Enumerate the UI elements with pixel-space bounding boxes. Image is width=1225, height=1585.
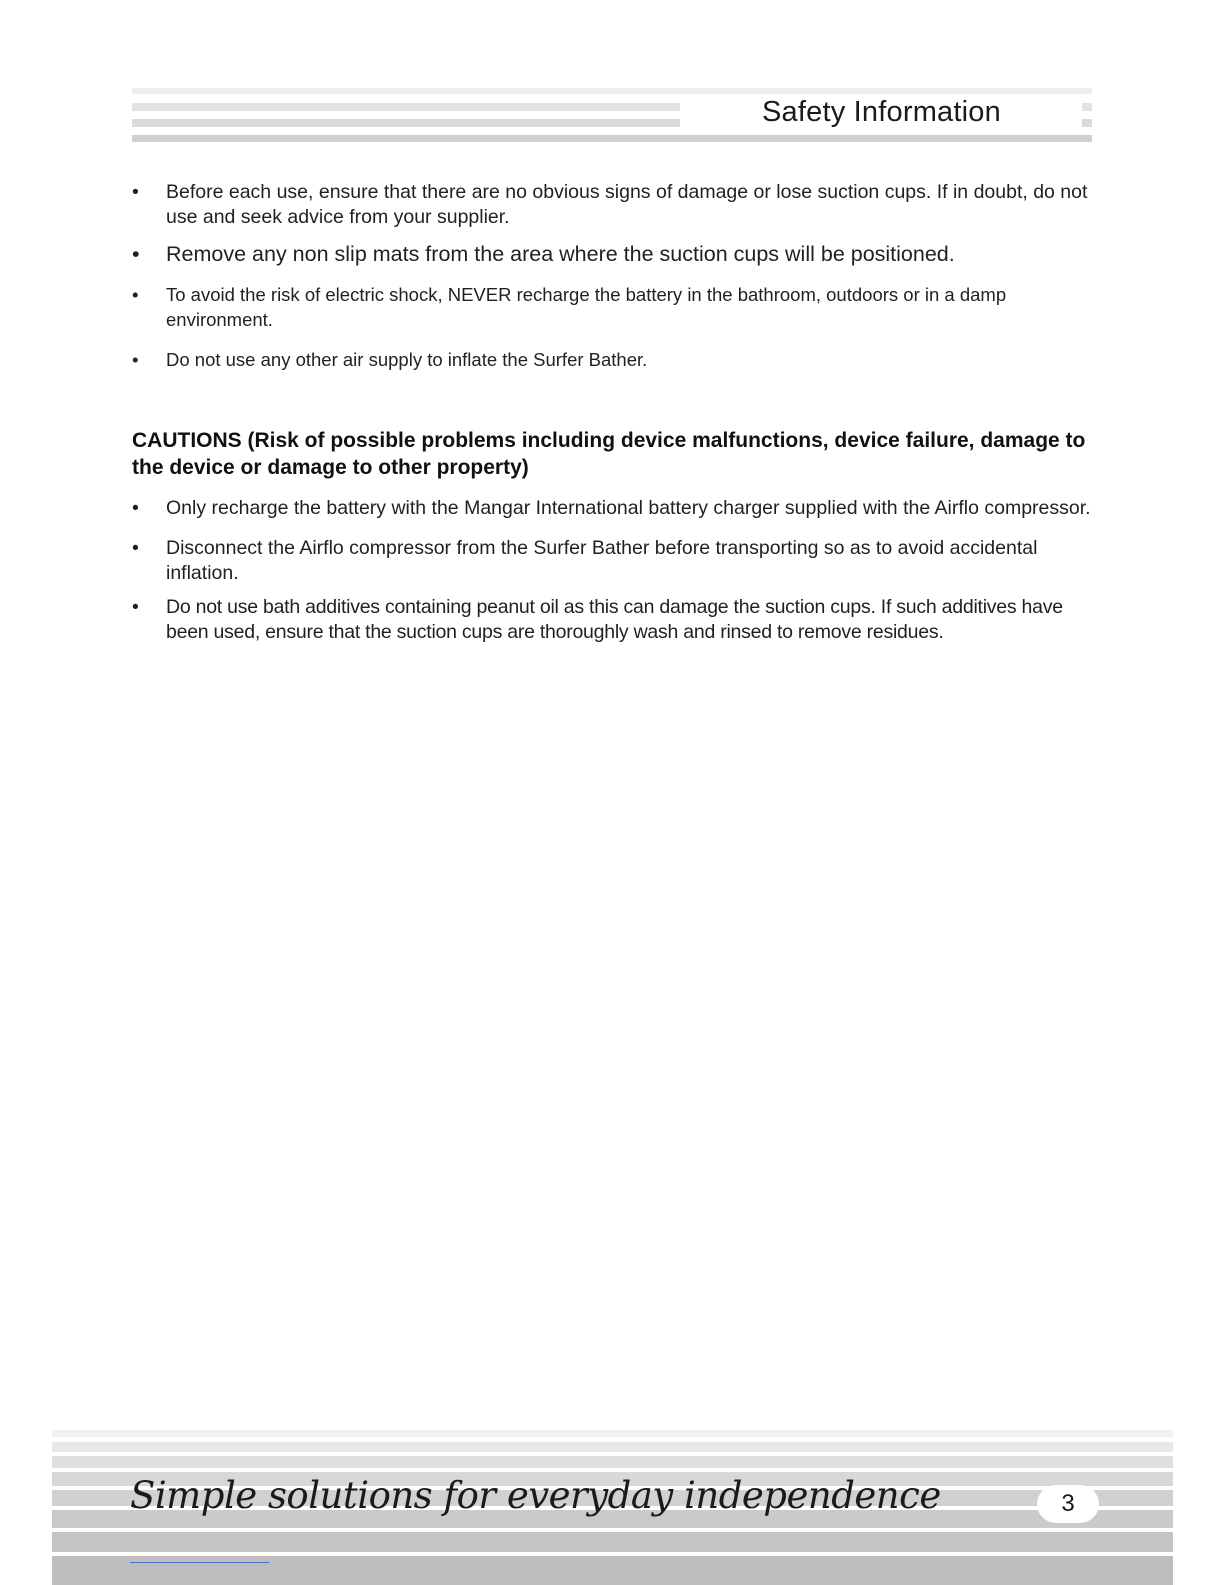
- header-stripe: [132, 103, 680, 111]
- bullet-icon: •: [132, 349, 139, 370]
- header-stripe: [132, 135, 1092, 142]
- caution-text: Disconnect the Airflo compressor from the Surfer Bather before transporting so as to avoid accidental inflation.: [166, 537, 1038, 584]
- caution-text: Only recharge the battery with the Mangar International battery charger supplied with the Airflo compressor.: [166, 497, 1091, 519]
- bullet-icon: •: [132, 181, 139, 203]
- warning-text: Remove any non slip mats from the area where the suction cups will be positioned.: [166, 242, 955, 266]
- warning-text: To avoid the risk of electric shock, NEVER recharge the battery in the bathroom, outdoors or in a damp environment.: [166, 284, 1007, 330]
- footer-stripe: [52, 1442, 1173, 1452]
- header-stripe: [1082, 119, 1092, 127]
- warning-item: [132, 180, 1097, 230]
- header-stripe: [132, 88, 1092, 94]
- warning-item: [132, 282, 1097, 332]
- footer-stripe: [52, 1456, 1173, 1468]
- page-number: 3: [1037, 1485, 1099, 1523]
- caution-item: [132, 595, 1097, 645]
- bullet-icon: •: [132, 596, 139, 618]
- bullet-icon: •: [132, 242, 140, 266]
- caution-item: [132, 496, 1097, 521]
- bullet-icon: •: [132, 284, 139, 305]
- warnings-list: [132, 180, 1097, 372]
- footer-tagline: Simple solutions for everyday independence: [130, 1474, 941, 1517]
- header-stripe: [132, 119, 680, 127]
- header-stripe: [1082, 103, 1092, 111]
- page-footer: [52, 1430, 1173, 1585]
- warning-item: [132, 242, 1097, 267]
- footer-stripe: [52, 1532, 1173, 1552]
- page-header: [132, 88, 1092, 144]
- cautions-list: [132, 496, 1097, 645]
- warning-item: [132, 347, 1097, 372]
- warning-text: Before each use, ensure that there are no obvious signs of damage or lose suction cups. If in doubt, do not use and seek advice from your supplier.: [166, 181, 1088, 228]
- footer-stripe: [52, 1556, 1173, 1585]
- caution-item: [132, 536, 1097, 586]
- footer-stripe: [52, 1430, 1173, 1437]
- footer-divider: [130, 1562, 269, 1563]
- section-title: Safety Information: [762, 96, 1001, 128]
- cautions-heading: CAUTIONS (Risk of possible problems including device malfunctions, device failure, damage to the device or damage to other property): [132, 429, 1086, 479]
- bullet-icon: •: [132, 497, 139, 519]
- warning-text: Do not use any other air supply to inflate the Surfer Bather.: [166, 349, 648, 370]
- caution-text: Do not use bath additives containing peanut oil as this can damage the suction cups. If such additives have been used, ensure that the suction cups are thoroughly wash and rinsed to remove residues.: [166, 596, 1063, 643]
- bullet-icon: •: [132, 537, 139, 559]
